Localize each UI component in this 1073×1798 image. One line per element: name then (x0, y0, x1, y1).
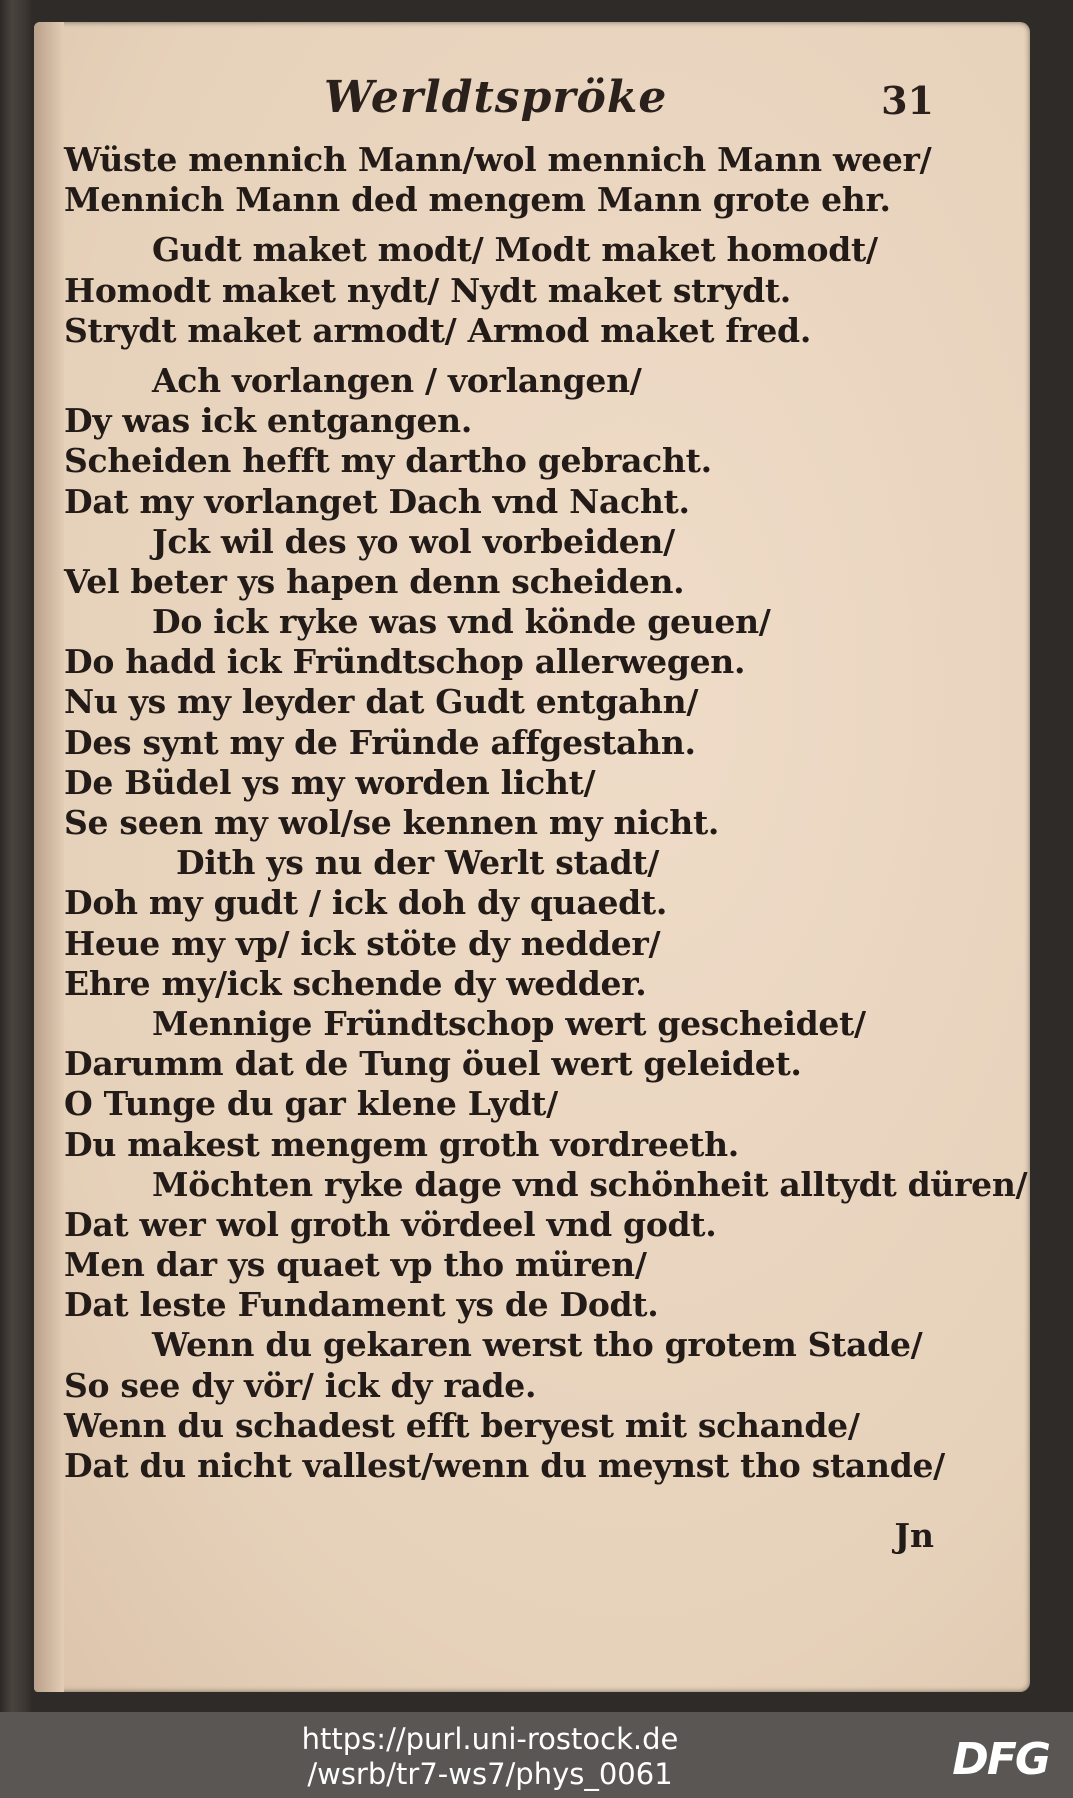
text-line: Dith ys nu der Werlt stadt/ (176, 843, 660, 883)
text-line: Jck wil des yo wol vorbeiden/ (152, 521, 675, 561)
text-line: Du makest mengem groth vordreeth. (64, 1124, 739, 1164)
text-line: Mennich Mann ded mengem Mann grote ehr. (64, 180, 891, 220)
text-line: Doh my gudt / ick doh dy quaedt. (64, 883, 668, 923)
page-number: 31 (881, 78, 934, 123)
text-line: Dat my vorlanget Dach vnd Nacht. (64, 481, 690, 521)
footer-bar (0, 1712, 1073, 1798)
text-line: O Tunge du gar klene Lydt/ (64, 1084, 558, 1124)
text-line: Dat wer wol groth vördeel vnd godt. (64, 1204, 717, 1244)
permalink-line: https://purl.uni-rostock.de (301, 1722, 679, 1756)
text-line: Vel beter ys hapen denn scheiden. (64, 561, 685, 601)
text-line: Wenn du schadest efft beryest mit schande/ (64, 1405, 860, 1445)
text-line: Dat du nicht vallest/wenn du meynst tho stande/ (64, 1446, 945, 1485)
text-line: Ehre my/ick schende dy wedder. (64, 963, 647, 1003)
running-title: Werldtspröke (324, 72, 668, 123)
verse-text (64, 140, 1028, 1486)
text-line: Darumm dat de Tung öuel wert geleidet. (64, 1044, 802, 1084)
text-line: Se seen my wol/se kennen my nicht. (64, 803, 720, 842)
text-line: Dat leste Fundament ys de Dodt. (64, 1285, 659, 1325)
permalink[interactable] (270, 1722, 710, 1792)
dfg-logo: DFG (952, 1734, 1049, 1785)
text-line: Des synt my de Fründe affgestahn. (64, 722, 696, 762)
text-line: Nu ys my leyder dat Gudt entgahn/ (64, 682, 699, 722)
catchword: Jn (894, 1516, 934, 1555)
text-line: Gudt maket modt/ Modt maket homodt/ (152, 230, 878, 270)
text-line: Möchten ryke dage vnd schönheit alltydt düren/ (152, 1164, 1028, 1204)
text-line: Homodt maket nydt/ Nydt maket strydt. (64, 270, 791, 310)
text-line: Do hadd ick Fründtschop allerwegen. (64, 642, 746, 682)
text-line: Scheiden hefft my dartho gebracht. (64, 441, 712, 481)
text-line: Ach vorlangen / vorlangen/ (152, 360, 642, 400)
text-line: Wenn du gekaren werst tho grotem Stade/ (152, 1325, 923, 1365)
text-line: De Büdel ys my worden licht/ (64, 762, 596, 802)
permalink-line: /wsrb/tr7-ws7/phys_0061 (307, 1757, 673, 1791)
text-line: Heue my vp/ ick stöte dy nedder/ (64, 923, 661, 963)
text-line: Dy was ick entgangen. (64, 401, 473, 441)
text-line: Wüste mennich Mann/wol mennich Mann weer/ (64, 140, 932, 179)
text-line: Do ick ryke was vnd könde geuen/ (152, 602, 771, 642)
text-line: Men dar ys quaet vp tho müren/ (64, 1245, 647, 1285)
text-line: Mennige Fründtschop wert gescheidet/ (152, 1003, 866, 1043)
page-header (34, 72, 1030, 132)
book-page (34, 22, 1030, 1692)
page-gutter (34, 22, 64, 1692)
text-line: So see dy vör/ ick dy rade. (64, 1365, 537, 1405)
text-line: Strydt maket armodt/ Armod maket fred. (64, 310, 812, 350)
